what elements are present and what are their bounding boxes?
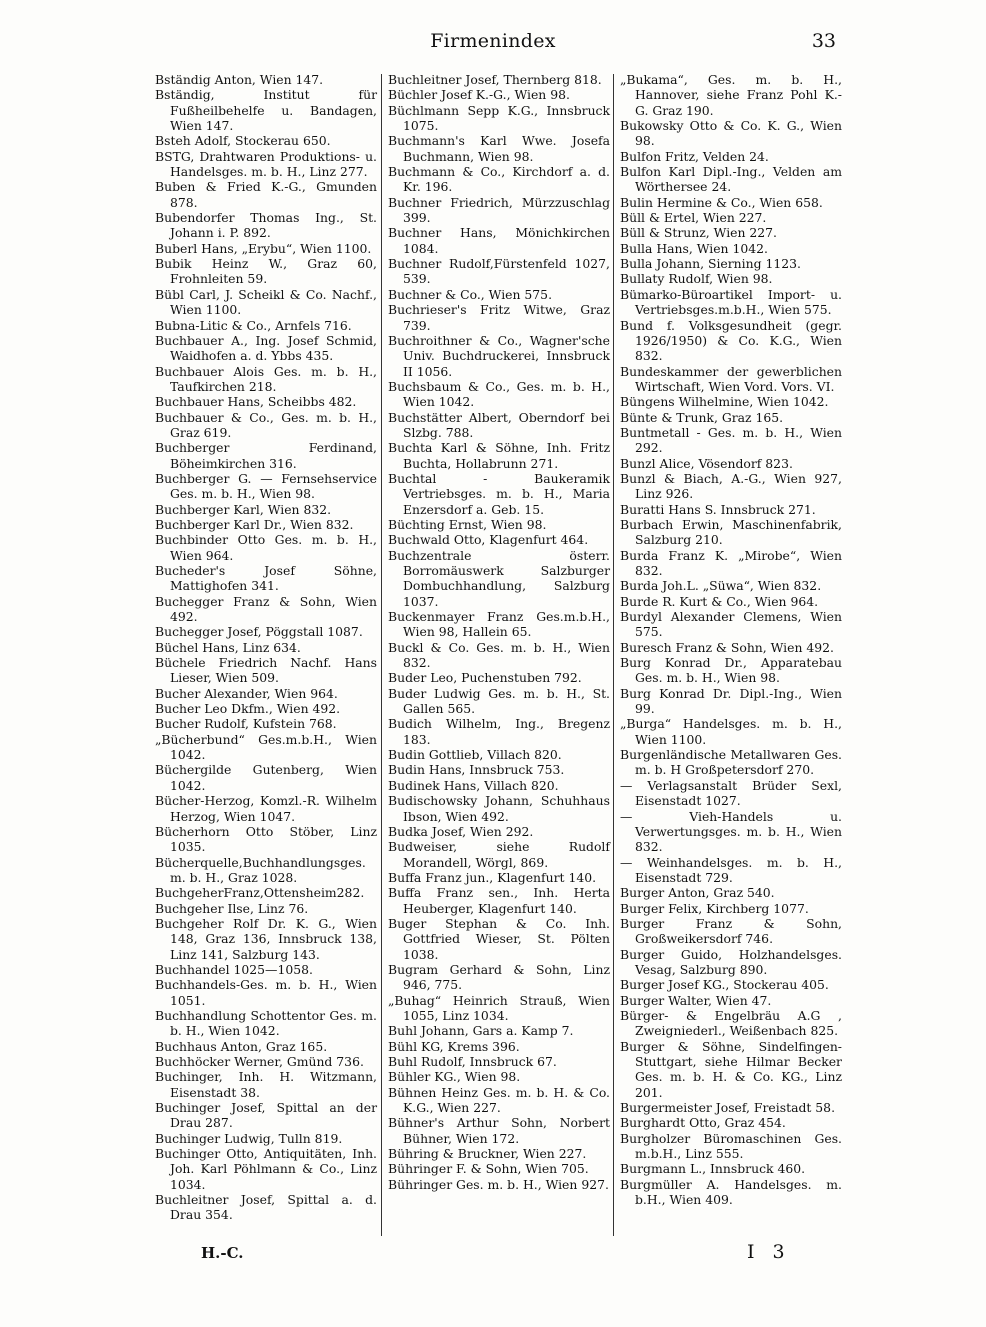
index-entry: Burgmüller A. Handelsges. m. b.H., Wien 409. <box>620 1176 842 1208</box>
index-entry: Büchele Friedrich Nachf. Hans Lieser, Wien 509. <box>155 655 377 686</box>
index-entry: Burger Franz & Sohn, Großweikersdorf 746. <box>620 915 842 947</box>
index-column-2 <box>388 72 610 1192</box>
index-entry: Bsteh Adolf, Stockerau 650. <box>155 133 331 149</box>
index-entry: Budweiser, siehe Rudolf Morandell, Wörgl, 869. <box>388 839 610 870</box>
index-entry: Buchinger Otto, Antiquitäten, Inh. Joh. Karl Pöhlmann & Co., Linz 1034. <box>155 1146 377 1192</box>
index-entry: Bücherhorn Otto Stöber, Linz 1035. <box>155 823 377 855</box>
index-entry: Buchhandel 1025—1058. <box>155 961 313 977</box>
index-entry: Burger Felix, Kirchberg 1077. <box>620 900 809 916</box>
index-entry: Bünte & Trunk, Graz 165. <box>620 409 784 425</box>
index-entry: — Verlagsanstalt Brüder Sexl, Eisenstadt 1027. <box>620 777 842 809</box>
index-entry: Burda Franz K. „Mirobe“, Wien 832. <box>620 547 842 578</box>
index-entry: Buchner Hans, Mönichkirchen 1084. <box>388 225 610 256</box>
index-entry: Buckenmayer Franz Ges.m.b.H., Wien 98, Hallein 65. <box>388 609 610 640</box>
index-entry: Buchberger Ferdinand, Böheimkirchen 316. <box>155 440 377 471</box>
index-column-1 <box>155 72 377 1223</box>
index-entry: Burger Josef KG., Stockerau 405. <box>620 977 829 993</box>
index-entry: Burgholzer Büromaschinen Ges. m.b.H., Linz 555. <box>620 1130 842 1162</box>
index-entry: Buchgeher Rolf Dr. K. G., Wien 148, Graz 136, Innsbruck 138, Linz 141, Salzburg 143. <box>155 915 377 962</box>
index-entry: Bürger- & Engelbräu A.G , Zweigniederl., Weißenbach 825. <box>620 1007 842 1039</box>
index-entry: Buchner Friedrich, Mürzzuschlag 399. <box>388 194 610 226</box>
footer-range-label: H.-C. <box>201 1244 244 1262</box>
index-entry: Buchta Karl & Söhne, Inh. Fritz Buchta, Hollabrunn 271. <box>388 440 610 471</box>
index-entry: Buratti Hans S. Innsbruck 271. <box>620 501 816 517</box>
index-entry: Buchwald Otto, Klagenfurt 464. <box>388 532 589 548</box>
index-entry: Bulla Johann, Sierning 1123. <box>620 256 801 272</box>
index-entry: Buchhandels-Ges. m. b. H., Wien 1051. <box>155 977 377 1008</box>
index-entry: Buchhaus Anton, Graz 165. <box>155 1038 328 1054</box>
index-entry: Bücherquelle,Buchhandlungsges. m. b. H., Graz 1028. <box>155 854 366 885</box>
index-column-3 <box>620 72 842 1207</box>
index-entry: „Bücherbund“ Ges.m.b.H., Wien 1042. <box>155 731 377 763</box>
index-entry: Bübl Carl, J. Scheikl & Co. Nachf., Wien 1100. <box>155 286 377 318</box>
index-entry: Bühringer Ges. m. b. H., Wien 927. <box>388 1176 609 1192</box>
index-entry: „Bukama“, Ges. m. b. H., Hannover, siehe Franz Pohl K.-G. Graz 190. <box>620 72 842 118</box>
index-entry: Buchhöcker Werner, Gmünd 736. <box>155 1054 364 1069</box>
index-entry: Buchbauer Hans, Scheibbs 482. <box>155 394 357 410</box>
footer-signature-mark: I 3 <box>747 1241 791 1263</box>
index-entry: Burdyl Alexander Clemens, Wien 575. <box>620 609 842 640</box>
index-entry: Bulfon Fritz, Velden 24. <box>620 148 769 164</box>
index-entry: Bubna-Litic & Co., Arnfels 716. <box>155 317 352 333</box>
index-entry: Bulla Hans, Wien 1042. <box>620 240 768 256</box>
index-entry: Bucher Leo Dkfm., Wien 492. <box>155 701 341 717</box>
index-entry: „Buhag“ Heinrich Strauß, Wien 1055, Linz 1034. <box>388 992 610 1023</box>
index-entry: Burbach Erwin, Maschinenfabrik, Salzburg 210. <box>620 516 842 548</box>
index-entry: Bständig, Institut für Fußheilbehelfe u. Bandagen, Wien 147. <box>155 87 377 134</box>
index-entry: Buntmetall - Ges. m. b. H., Wien 292. <box>620 424 842 456</box>
index-entry: Buchinger, Inh. H. Witzmann, Eisenstadt 38. <box>155 1069 377 1100</box>
index-entry: Buchner Rudolf,Fürstenfeld 1027, 539. <box>388 256 610 287</box>
index-entry: Buger Stephan & Co. Inh. Gottfried Wieser, St. Pölten 1038. <box>388 915 610 962</box>
index-entry: Bucher Rudolf, Kufstein 768. <box>155 716 337 732</box>
index-entry: Buchroithner & Co., Wagner'sche Univ. Buchdruckerei, Innsbruck II 1056. <box>388 332 610 379</box>
index-entry: Budin Gottlieb, Villach 820. <box>388 747 562 763</box>
index-entry: Budischowsky Johann, Schuhhaus Ibson, Wien 492. <box>388 793 610 824</box>
index-entry: Bubik Heinz W., Graz 60, Frohnleiten 59. <box>155 256 377 287</box>
index-entry: Burgenländische Metallwaren Ges. m. b. H Großpetersdorf 270. <box>620 747 842 778</box>
index-entry: Buchbauer A., Ing. Josef Schmid, Waidhofen a. d. Ybbs 435. <box>155 332 377 364</box>
index-entry: Bühringer F. & Sohn, Wien 705. <box>388 1161 589 1177</box>
index-entry: „Burga“ Handelsges. m. b. H., Wien 1100. <box>620 716 842 747</box>
index-entry: Budich Wilhelm, Ing., Bregenz 183. <box>388 716 610 747</box>
index-entry: Bunzl Alice, Vösendorf 823. <box>620 455 793 471</box>
index-entry: Bühring & Bruckner, Wien 227. <box>388 1146 587 1162</box>
index-entry: Büchting Ernst, Wien 98. <box>388 516 547 532</box>
index-entry: Buchstätter Albert, Oberndorf bei Slzbg. 788. <box>388 409 610 440</box>
column-divider <box>381 74 382 1236</box>
index-entry: Budka Josef, Wien 292. <box>388 823 534 839</box>
index-entry: BSTG, Drahtwaren Produktions- u. Handelsges. m. b. H., Linz 277. <box>155 148 377 180</box>
index-entry: Bulin Hermine & Co., Wien 658. <box>620 194 823 210</box>
index-entry: Bunzl & Biach, A.-G., Wien 927, Linz 926. <box>620 470 842 502</box>
index-entry: Bubendorfer Thomas Ing., St. Johann i. P. 892. <box>155 210 377 241</box>
index-entry: Bühler KG., Wien 98. <box>388 1069 521 1085</box>
index-entry: Bulfon Karl Dipl.-Ing., Velden am Wörthersee 24. <box>620 164 842 195</box>
index-entry: Buchzentrale österr. Borromäuswerk Salzburger Dombuchhandlung, Salzburg 1037. <box>388 547 610 609</box>
index-entry: Buder Ludwig Ges. m. b. H., St. Gallen 565. <box>388 685 610 717</box>
index-entry: Buchinger Josef, Spittal an der Drau 287. <box>155 1100 377 1131</box>
index-entry: Bständig Anton, Wien 147. <box>155 72 324 87</box>
index-entry: — Weinhandelsges. m. b. H., Eisenstadt 729. <box>620 854 842 885</box>
index-entry: Bühner's Arthur Sohn, Norbert Bühner, Wien 172. <box>388 1115 610 1146</box>
index-entry: Buchbinder Otto Ges. m. b. H., Wien 964. <box>155 532 377 563</box>
index-entry: Burg Konrad Dr., Apparatebau Ges. m. b. H., Wien 98. <box>620 655 842 686</box>
column-divider <box>613 74 614 1236</box>
index-entry: Bullaty Rudolf, Wien 98. <box>620 271 773 287</box>
index-entry: Buchgeher Ilse, Linz 76. <box>155 900 309 916</box>
index-entry: Buchberger G. — Fernsehservice Ges. m. b. H., Wien 98. <box>155 470 377 502</box>
index-entry: Buhl Johann, Gars a. Kamp 7. <box>388 1023 574 1039</box>
index-entry: Burger Guido, Holzhandelsges. Vesag, Salzburg 890. <box>620 946 842 977</box>
index-entry: Büll & Strunz, Wien 227. <box>620 225 777 241</box>
index-entry: Buchmann's Karl Wwe. Josefa Buchmann, Wien 98. <box>388 133 610 164</box>
index-entry: Buchleitner Josef, Thernberg 818. <box>388 72 602 87</box>
index-entry: Buchberger Karl Dr., Wien 832. <box>155 516 354 532</box>
index-entry: Burghardt Otto, Graz 454. <box>620 1115 786 1131</box>
index-entry: Buben & Fried K.-G., Gmunden 878. <box>155 179 377 210</box>
index-entry: — Vieh-Handels u. Verwertungsges. m. b. H., Wien 832. <box>620 808 842 855</box>
index-entry: Büngens Wilhelmine, Wien 1042. <box>620 394 829 410</box>
index-entry: Büchel Hans, Linz 634. <box>155 639 301 655</box>
index-entry: Buchmann & Co., Kirchdorf a. d. Kr. 196. <box>388 164 610 195</box>
index-entry: Büchlmann Sepp K.G., Innsbruck 1075. <box>388 102 610 134</box>
index-entry: Burger Walter, Wien 47. <box>620 992 772 1008</box>
index-entry: Buffa Franz sen., Inh. Herta Heuberger, Klagenfurt 140. <box>388 885 610 916</box>
index-entry: Burger Anton, Graz 540. <box>620 885 775 901</box>
index-entry: Bücher-Herzog, Komzl.-R. Wilhelm Herzog, Wien 1047. <box>155 793 377 824</box>
index-entry: Buchner & Co., Wien 575. <box>388 286 553 302</box>
index-entry: Buder Leo, Puchenstuben 792. <box>388 670 582 686</box>
index-entry: Burgermeister Josef, Freistadt 58. <box>620 1100 836 1116</box>
index-entry: Bucheder's Josef Söhne, Mattighofen 341. <box>155 563 377 594</box>
index-entry: Buchinger Ludwig, Tulln 819. <box>155 1130 343 1146</box>
page-title: Firmenindex <box>430 30 556 52</box>
index-entry: Buresch Franz & Sohn, Wien 492. <box>620 639 834 655</box>
index-entry: Burg Konrad Dr. Dipl.-Ing., Wien 99. <box>620 685 842 717</box>
index-entry: Budin Hans, Innsbruck 753. <box>388 762 565 778</box>
index-entry: Bühnen Heinz Ges. m. b. H. & Co. K.G., Wien 227. <box>388 1084 610 1116</box>
index-entry: Büchler Josef K.-G., Wien 98. <box>388 87 570 103</box>
index-entry: Buchberger Karl, Wien 832. <box>155 501 332 517</box>
index-entry: Buchleitner Josef, Spittal a. d. Drau 354. <box>155 1192 377 1223</box>
index-entry: Bukowsky Otto & Co. K. G., Wien 98. <box>620 118 842 149</box>
index-entry: Bümarko-Büroartikel Import- u. Vertriebsges.m.b.H., Wien 575. <box>620 286 842 318</box>
index-entry: Buckl & Co. Ges. m. b. H., Wien 832. <box>388 639 610 671</box>
index-entry: Burgmann L., Innsbruck 460. <box>620 1161 806 1177</box>
index-entry: Buberl Hans, „Erybu“, Wien 1100. <box>155 240 372 256</box>
index-entry: Buchsbaum & Co., Ges. m. b. H., Wien 1042. <box>388 378 610 410</box>
index-entry: Bugram Gerhard & Sohn, Linz 946, 775. <box>388 961 610 993</box>
index-entry: Burde R. Kurt & Co., Wien 964. <box>620 593 819 609</box>
index-entry: Buchbauer Alois Ges. m. b. H., Taufkirchen 218. <box>155 363 377 394</box>
index-entry: Büll & Ertel, Wien 227. <box>620 210 767 226</box>
index-entry: Buchegger Franz & Sohn, Wien 492. <box>155 593 377 625</box>
index-entry: Buchbauer & Co., Ges. m. b. H., Graz 619. <box>155 409 377 440</box>
index-entry: Buchtal - Baukeramik Vertriebsges. m. b. H., Maria Enzersdorf a. Geb. 15. <box>388 470 610 517</box>
index-entry: BuchgeherFranz,Ottensheim282. <box>155 885 365 901</box>
index-entry: Bundeskammer der gewerblichen Wirtschaft, Wien Vord. Vors. VI. <box>620 363 842 394</box>
index-entry: Burger & Söhne, Sindelfingen-Stuttgart, siehe Hilmar Becker Ges. m. b. H. & Co. KG., Linz 201. <box>620 1038 842 1100</box>
page-number: 33 <box>811 30 836 52</box>
index-entry: Bucher Alexander, Wien 964. <box>155 685 338 701</box>
index-entry: Bund f. Volksgesundheit (gegr. 1926/1950) & Co. K.G., Wien 832. <box>620 317 842 364</box>
index-entry: Buchegger Josef, Pöggstall 1087. <box>155 624 363 640</box>
index-entry: Budinek Hans, Villach 820. <box>388 777 559 793</box>
index-entry: Burda Joh.L. „Süwa“, Wien 832. <box>620 578 822 594</box>
index-entry: Buchhandlung Schottentor Ges. m. b. H., Wien 1042. <box>155 1007 377 1039</box>
index-entry: Bühl KG, Krems 396. <box>388 1038 520 1054</box>
index-entry: Buhl Rudolf, Innsbruck 67. <box>388 1054 557 1069</box>
index-entry: Büchergilde Gutenberg, Wien 1042. <box>155 762 377 793</box>
index-entry: Buffa Franz jun., Klagenfurt 140. <box>388 869 597 885</box>
index-entry: Buchrieser's Fritz Witwe, Graz 739. <box>388 302 610 333</box>
